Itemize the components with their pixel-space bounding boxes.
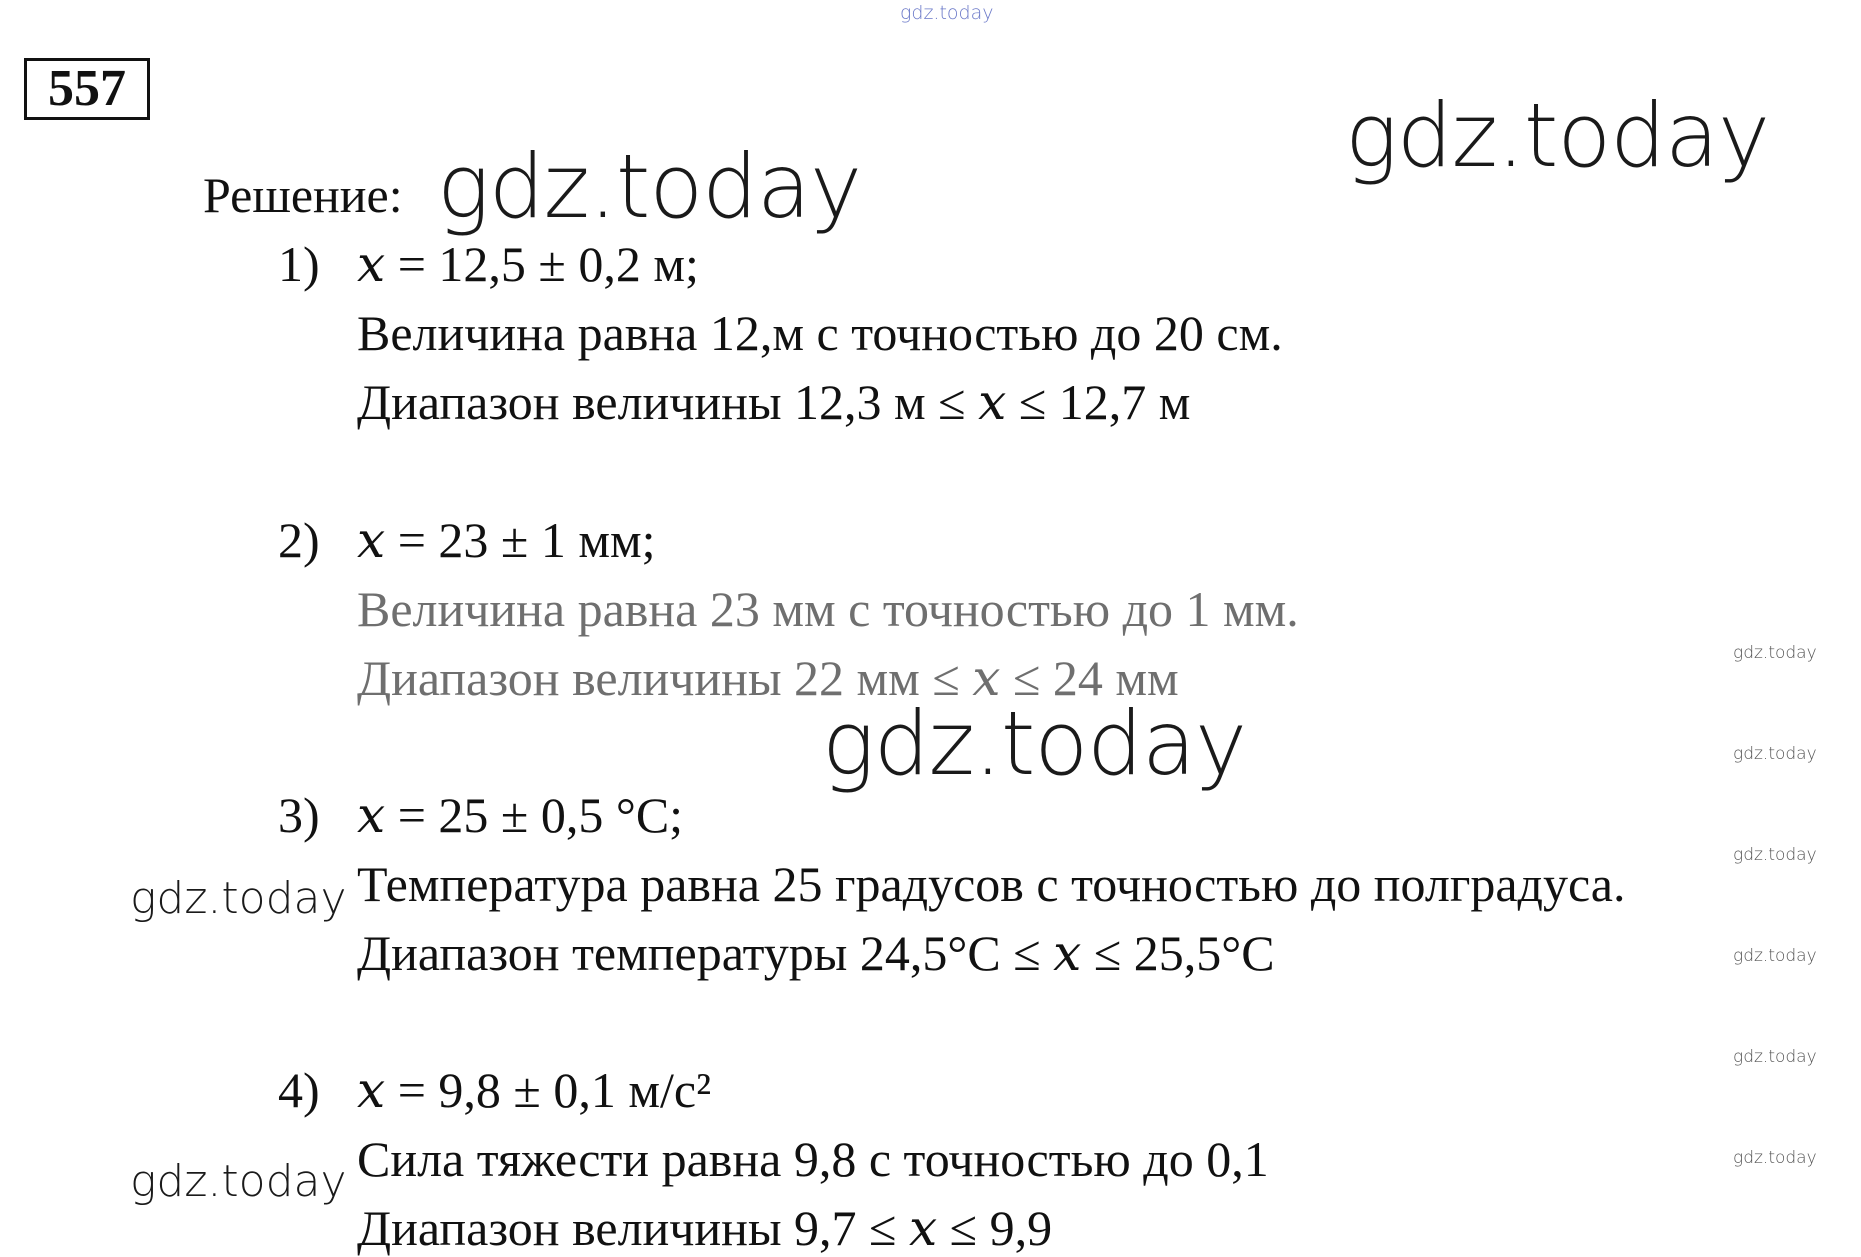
item-number: 2): [278, 512, 320, 568]
watermark-side: gdz.today: [1733, 744, 1817, 764]
item-range: Диапазон величины 22 мм ≤ 𝑥 ≤ 24 мм: [357, 650, 1179, 706]
item-formula: 𝑥 = 23 ± 1 мм;: [357, 512, 656, 568]
watermark-large-right: gdz.today: [1345, 84, 1770, 187]
watermark-large-title: gdz.today: [437, 135, 862, 238]
item-formula: 𝑥 = 25 ± 0,5 °C;: [357, 787, 684, 843]
item-number: 4): [278, 1062, 320, 1118]
watermark-large-center: gdz.today: [822, 692, 1247, 795]
watermark-side: gdz.today: [1733, 845, 1817, 865]
watermark-side: gdz.today: [1733, 946, 1817, 966]
watermark-left-item4: gdz.today: [130, 1156, 347, 1207]
item-range: Диапазон величины 9,7 ≤ 𝑥 ≤ 9,9: [357, 1200, 1053, 1256]
solution-label: Решение:: [203, 167, 403, 223]
watermark-side: gdz.today: [1733, 643, 1817, 663]
item-description: Величина равна 12,м с точностью до 20 см.: [357, 305, 1283, 361]
problem-number: 557: [24, 58, 150, 120]
item-description: Сила тяжести равна 9,8 с точностью до 0,1: [357, 1131, 1269, 1187]
watermark-side: gdz.today: [1733, 1047, 1817, 1067]
item-description: Температура равна 25 градусов с точностью до полградуса.: [357, 856, 1626, 912]
watermark-top: gdz.today: [900, 2, 994, 24]
item-range: Диапазон величины 12,3 м ≤ 𝑥 ≤ 12,7 м: [357, 374, 1191, 430]
item-number: 1): [278, 236, 320, 292]
watermark-left-item3: gdz.today: [130, 873, 347, 924]
item-formula: 𝑥 = 9,8 ± 0,1 м/с²: [357, 1062, 712, 1118]
item-range: Диапазон температуры 24,5°C ≤ 𝑥 ≤ 25,5°C: [357, 925, 1275, 981]
item-formula: 𝑥 = 12,5 ± 0,2 м;: [357, 236, 699, 292]
item-description: Величина равна 23 мм с точностью до 1 мм.: [357, 581, 1299, 637]
item-number: 3): [278, 787, 320, 843]
watermark-side: gdz.today: [1733, 1148, 1817, 1168]
